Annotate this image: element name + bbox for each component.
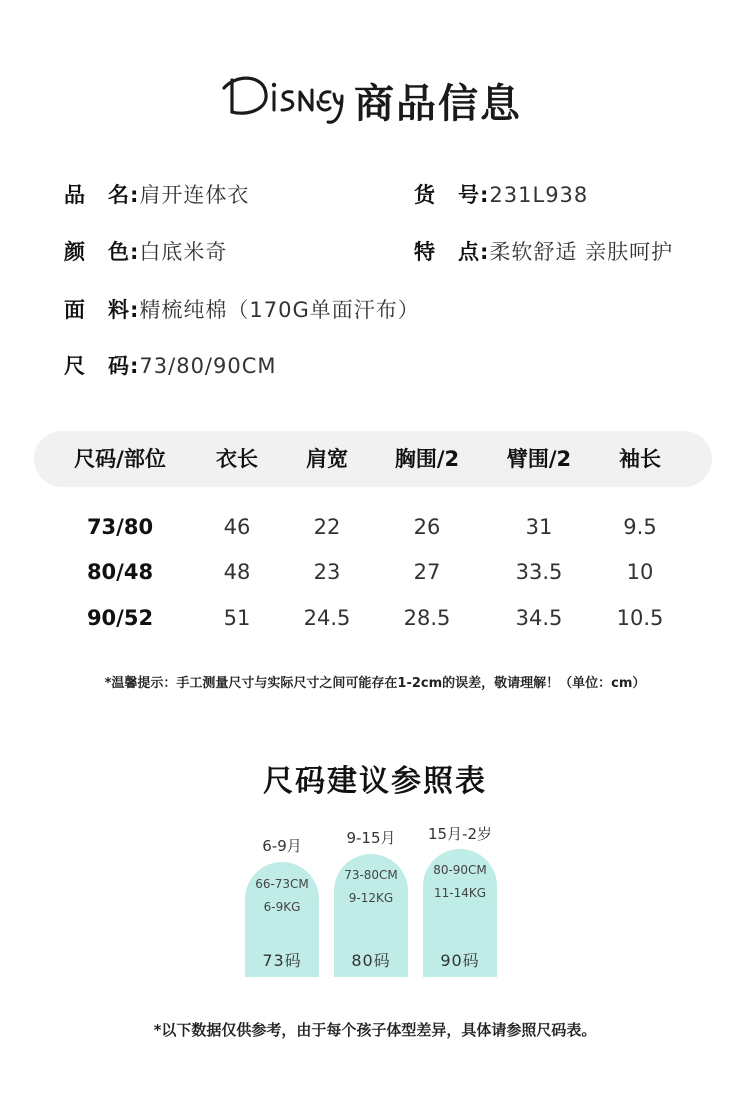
card-height: 66-73CM bbox=[255, 877, 309, 891]
table-cell: 23 bbox=[313, 560, 341, 584]
size-card bbox=[423, 849, 497, 977]
info-fabric-value: 精梳纯棉（170G单面汗布） bbox=[139, 298, 420, 322]
size-table-header bbox=[34, 431, 712, 487]
table-cell: 27 bbox=[413, 560, 441, 584]
table-header-cell: 肩宽 bbox=[306, 447, 348, 471]
info-size-label: 尺 码: bbox=[64, 354, 140, 378]
table-header-cell: 臂围/2 bbox=[506, 447, 572, 471]
info-feature-value: 柔软舒适 亲肤呵护 bbox=[489, 240, 674, 264]
table-header-cell: 袖长 bbox=[619, 447, 661, 471]
table-cell: 46 bbox=[223, 515, 251, 539]
info-name-label: 品 名: bbox=[64, 183, 140, 207]
table-cell: 22 bbox=[313, 515, 341, 539]
table-cell: 9.5 bbox=[623, 515, 657, 539]
page-title: 商品信息 bbox=[354, 81, 522, 127]
info-fabric bbox=[64, 295, 420, 325]
info-size bbox=[64, 351, 277, 381]
table-cell: 80/48 bbox=[86, 560, 154, 584]
card-weight: 6-9KG bbox=[263, 900, 301, 914]
age-label: 6-9月 bbox=[262, 837, 302, 855]
table-cell: 26 bbox=[413, 515, 441, 539]
table-cell: 24.5 bbox=[303, 606, 351, 630]
info-sku-label: 货 号: bbox=[414, 183, 490, 207]
info-name-value: 肩开连体衣 bbox=[139, 183, 250, 207]
info-feature bbox=[414, 237, 673, 267]
card-weight: 11-14KG bbox=[433, 886, 487, 900]
age-label: 15月-2岁 bbox=[427, 825, 493, 843]
size-card bbox=[245, 862, 319, 977]
table-cell: 28.5 bbox=[403, 606, 451, 630]
table-header-cell: 尺码/部位 bbox=[74, 447, 166, 471]
table-cell: 31 bbox=[525, 515, 553, 539]
table-cell: 73/80 bbox=[86, 515, 154, 539]
header bbox=[0, 66, 750, 126]
info-feature-label: 特 点: bbox=[414, 240, 490, 264]
table-header-cell: 衣长 bbox=[216, 447, 258, 471]
table-cell: 10.5 bbox=[616, 606, 664, 630]
card-height: 73-80CM bbox=[344, 868, 398, 882]
measure-tip: *温馨提示：手工测量尺寸与实际尺寸之间可能存在1-2cm的误差，敬请理解！（单位：cm） bbox=[104, 676, 646, 691]
table-cell: 10 bbox=[626, 560, 654, 584]
info-name bbox=[64, 180, 249, 210]
size-guide-title: 尺码建议参照表 bbox=[263, 764, 487, 799]
table-cell: 51 bbox=[223, 606, 251, 630]
reference-tip: *以下数据仅供参考，由于每个孩子体型差异，具体请参照尺码表。 bbox=[153, 1021, 597, 1039]
info-color-label: 颜 色: bbox=[64, 240, 140, 264]
card-size: 73码 bbox=[262, 951, 302, 970]
table-cell: 33.5 bbox=[515, 560, 563, 584]
card-size: 80码 bbox=[351, 951, 391, 970]
table-header-cell: 胸围/2 bbox=[394, 447, 460, 471]
card-weight: 9-12KG bbox=[348, 891, 394, 905]
size-card bbox=[334, 854, 408, 977]
info-fabric-label: 面 料: bbox=[64, 298, 140, 322]
table-cell: 90/52 bbox=[86, 606, 154, 630]
info-sku bbox=[414, 180, 588, 210]
age-label: 9-15月 bbox=[346, 829, 396, 847]
info-color-value: 白底米奇 bbox=[139, 240, 228, 264]
info-size-value: 73/80/90CM bbox=[139, 354, 277, 378]
disney-logo bbox=[218, 66, 346, 126]
table-cell: 48 bbox=[223, 560, 251, 584]
info-color bbox=[64, 237, 227, 267]
card-height: 80-90CM bbox=[433, 863, 487, 877]
table-cell: 34.5 bbox=[515, 606, 563, 630]
info-sku-value: 231L938 bbox=[489, 183, 589, 207]
card-size: 90码 bbox=[440, 951, 480, 970]
